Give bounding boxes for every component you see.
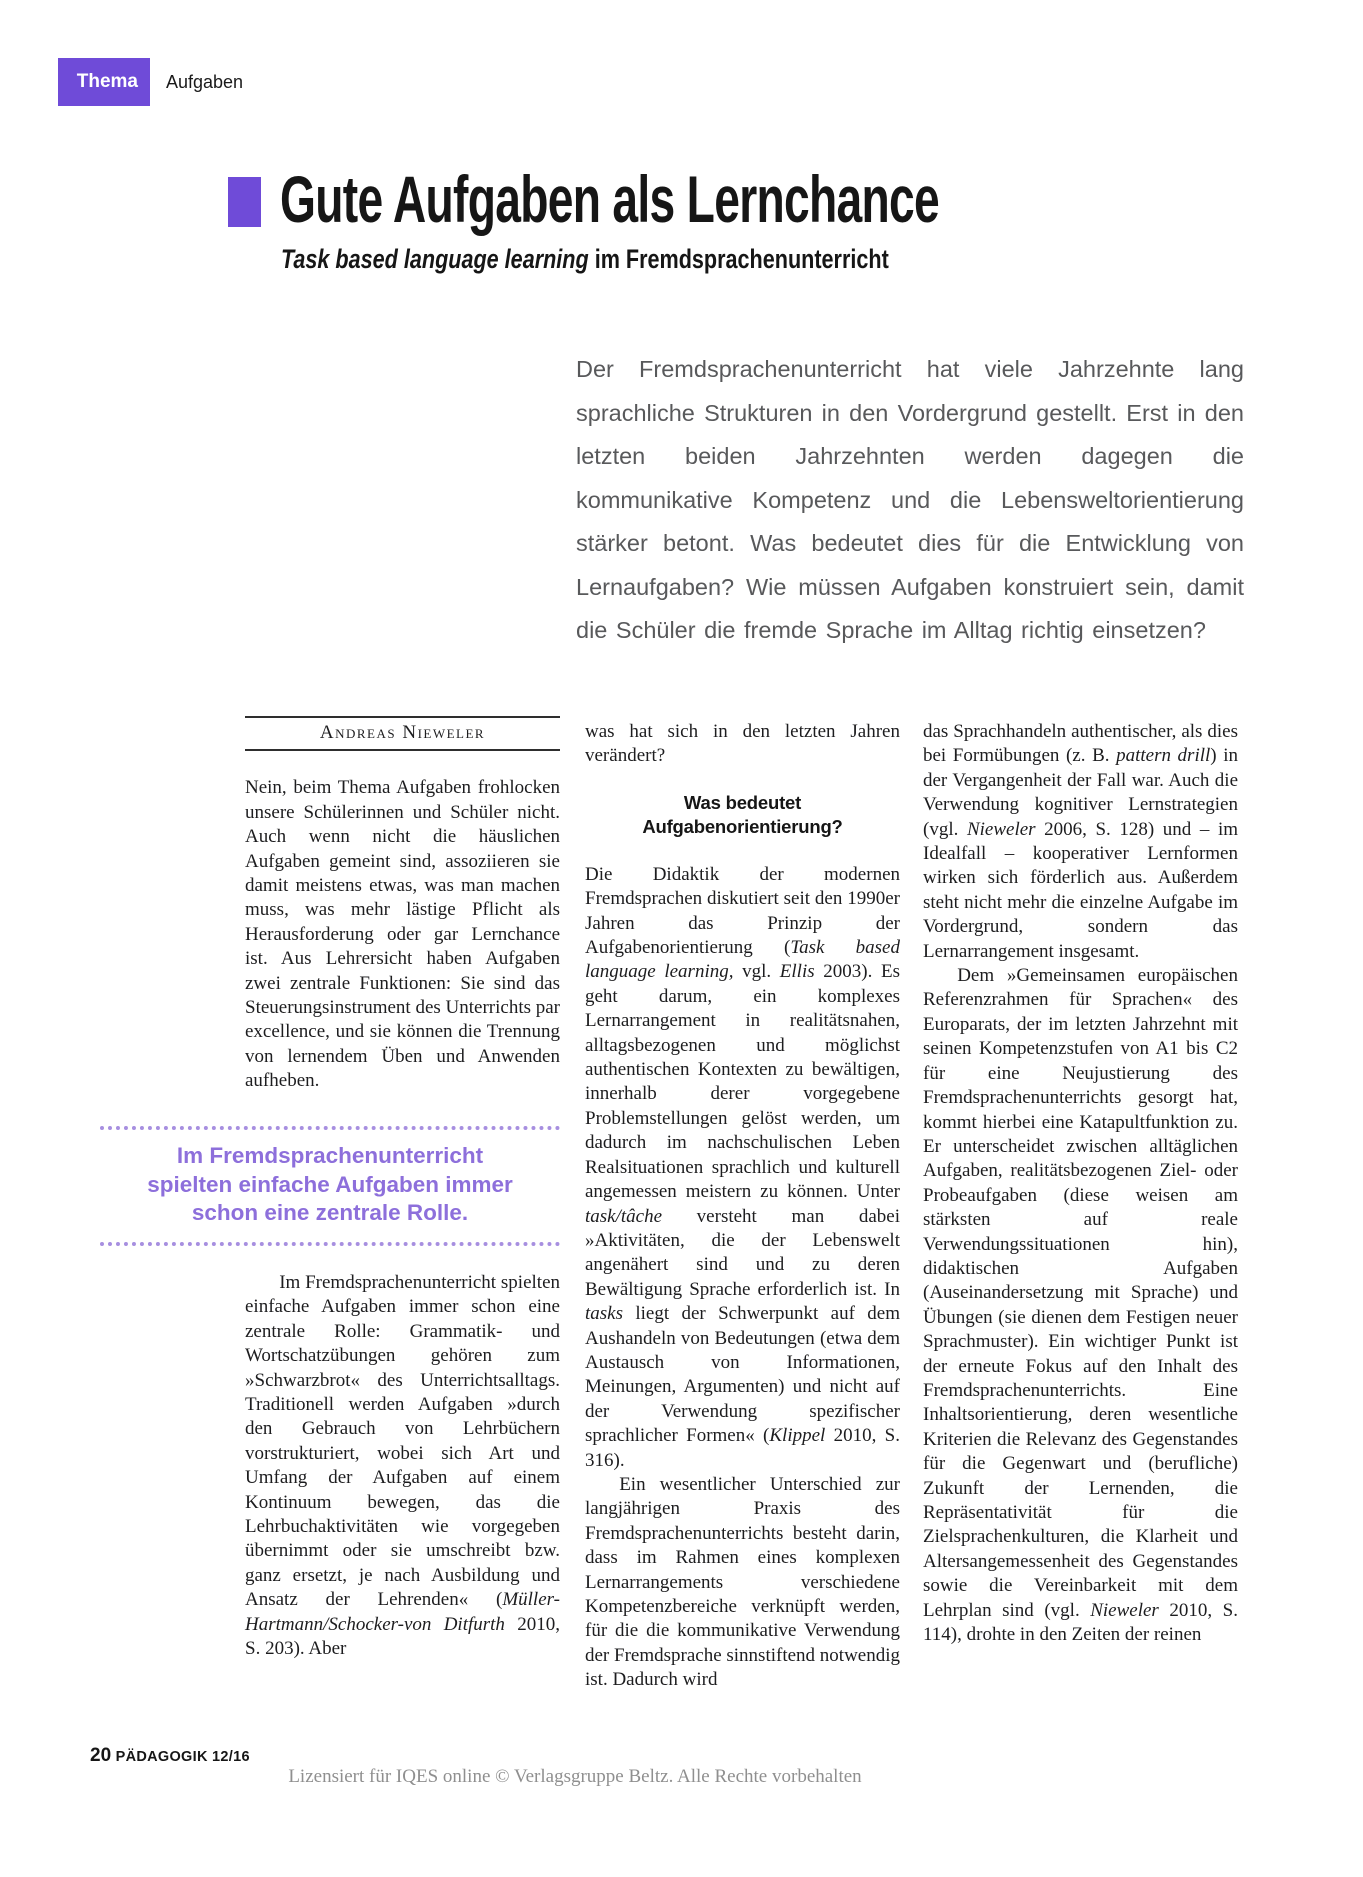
body-paragraph: das Sprachhandeln authentischer, als dies bei Formübungen (z. B. pattern drill) in der Vergangenheit der Fall war. Auch die Verwendung kognitiver Lernstrategien (vgl. Nieweler 2006, S. 128) und – im Idealfall – kooperativer Lernformen wirken sich förderlich aus. Außerdem steht nicht mehr die einzelne Aufgabe im Vordergrund, sondern das Lernarrangement insgesamt.: [923, 721, 1239, 962]
body-paragraph: Dem »Gemeinsamen europäischen Referenzrahmen für Sprachen« des Europarats, der im letzten Jahrzehnt mit seinen Kompetenzstufen von A1 bis C2 für eine Neujustierung des Fremdsprachenunterrichts gesorgt hat, kommt hierbei eine Katapultfunktion zu. Er unterscheidet zwischen alltäglichen Aufgaben, realitätsbezogenen Ziel- oder Probeaufgaben (diese weisen am stärksten auf reale Verwendungssituationen hin), didaktischen Aufgaben (Auseinandersetzung mit Sprache) und Übungen (sie dienen dem Festigen neuer Sprachmuster). Ein wichtiger Punkt ist der erneute Fokus auf den Inhalt des Fremdsprachenunterrichts. Eine Inhaltsorientierung, deren wesentliche Kriterien die Relevanz des Gegenstandes für die Gegenwart und (berufliche) Zukunft der Lernenden, die Repräsentativität für die Zielsprachenkulturen, die Klarheit und Altersangemessenheit des Gegenstandes sowie die Vereinbarkeit mit dem Lehrplan sind (vgl. Nieweler 2010, S. 114), drohte in den Zeiten der reinen: [923, 965, 1238, 1646]
theme-badge: Thema: [58, 58, 150, 106]
intro-paragraph: Der Fremdsprachenunterricht hat viele Jahrzehnte lang sprachliche Strukturen in den Vordergrund gestellt. Erst in den letzten beiden Jahrzehnten werden dagegen die kommunikative Kompetenz und die Lebensweltorientierung stärker betont. Was bedeutet dies für die Entwicklung von Lernaufgaben? Wie müssen Aufgaben konstruiert sein, damit die Schüler die fremde Sprache im Alltag richtig einsetzen?: [576, 356, 1244, 643]
body-paragraph: Die Didaktik der modernen Fremdsprachen diskutiert seit den 1990er Jahren das Prinzip der Aufgabenorientierung (Task based language learning, vgl. Ellis 2003). Es geht darum, ein komplexes Lernarrangement in realitätsnahen, alltagsbezogenen und möglichst authentischen Kontexten zu bewältigen, innerhalb derer vorgegebene Problemstellungen gelöst werden, um dadurch im nachschulischen Leben Realsituationen sprachlich und kulturell angemessen meistern zu können. Unter task/tâche versteht man dabei »Aktivitäten, die der Lebenswelt angenähert sind und zu deren Bewältigung Sprache erforderlich ist. In tasks liegt der Schwerpunkt auf dem Aushandeln von Bedeutungen (etwa dem Austausch von Informationen, Meinungen, Argumenten) und nicht auf der Verwendung spezifischer sprachlicher Formen« (Klippel 2010, S. 316).: [585, 863, 900, 1471]
pull-quote-line: Im Fremdsprachenunterricht: [176, 1143, 484, 1168]
body-paragraph: Ein wesentlicher Unterschied zur langjährigen Praxis des Fremdsprachenunterrichts besteht darin, dass im Rahmen eines komplexen Lernarrangements verschiedene Kompetenzbereiche verknüpft werden, für die die kommunikative Verwendung der Fremdsprache sinnstiftend notwendig ist. Dadurch wird: [585, 1473, 901, 1691]
section-heading: Was bedeutet Aufgabenorientierung?: [642, 791, 843, 837]
body-paragraph: was hat sich in den letzten Jahren verändert?: [585, 721, 900, 767]
page-title-text: Gute Aufgaben als Lernchance: [280, 162, 940, 236]
page-subtitle: [281, 243, 1041, 275]
topic-label: Aufgaben: [166, 72, 244, 92]
column-1-lower: [245, 1271, 560, 1662]
column-3: [923, 720, 1238, 1647]
page-number: 20: [90, 1745, 112, 1766]
subtitle-italic-part: Task based language learning: [281, 244, 589, 274]
page-subtitle-text: [281, 243, 889, 275]
pull-quote-block: [100, 1126, 560, 1246]
pull-quote-line: spielten einfache Aufgaben immer: [147, 1171, 513, 1197]
page-title: [280, 162, 1221, 236]
body-paragraph: Nein, beim Thema Aufgaben frohlocken unsere Schülerinnen und Schüler nicht. Auch wenn nicht die häuslichen Aufgaben gemeint sind, assoziieren sie damit meistens etwas, was man machen muss, was mehr lästige Pflicht als Herausforderung oder gar Lernchance ist. Aus Lehrersicht haben Aufgaben zwei zentrale Funktionen: Sie sind das Steuerungsinstrument des Unterrichts par excellence, und sie können die Trennung von lernendem Üben und Anwenden aufheben.: [245, 777, 561, 1092]
page-footer: [90, 1745, 250, 1767]
column-2: [585, 720, 900, 1693]
dotted-divider-bottom: [100, 1242, 560, 1246]
body-paragraph: Im Fremdsprachenunterricht spielten einfache Aufgaben immer schon eine zentrale Rolle: Grammatik- und Wortschatzübungen gehören zum »Schwarzbrot« des Unterrichtsalltags. Traditionell werden Aufgaben »durch den Gebrauch von Lehrbüchern vorstrukturiert, wobei sich Art und Umfang der Aufgaben auf einem Kontinuum bewegen, das die Lehrbuchaktivitäten wie vorgegeben übernimmt oder sie umschreibt bzw. ganz ersetzt, je nach Ausbildung und Ansatz der Lehrenden« (Müller-Hartmann/Schocker-von Ditfurth 2010, S. 203). Aber: [245, 1272, 560, 1660]
pull-quote-line: schon eine zentrale Rolle.: [191, 1200, 469, 1225]
pull-quote: [100, 1130, 560, 1242]
license-text: Lizensiert für IQES online © Verlagsgruppe Beltz. Alle Rechte vorbehalten: [288, 1766, 862, 1787]
author-name: Andreas Nieweler: [245, 716, 560, 751]
magazine-name: PÄDAGOGIK 12/16: [115, 1749, 250, 1765]
subtitle-regular-part: im Fremdsprachenunterricht: [588, 244, 889, 274]
title-square-marker: [228, 177, 261, 227]
column-1-upper: [245, 716, 560, 1094]
